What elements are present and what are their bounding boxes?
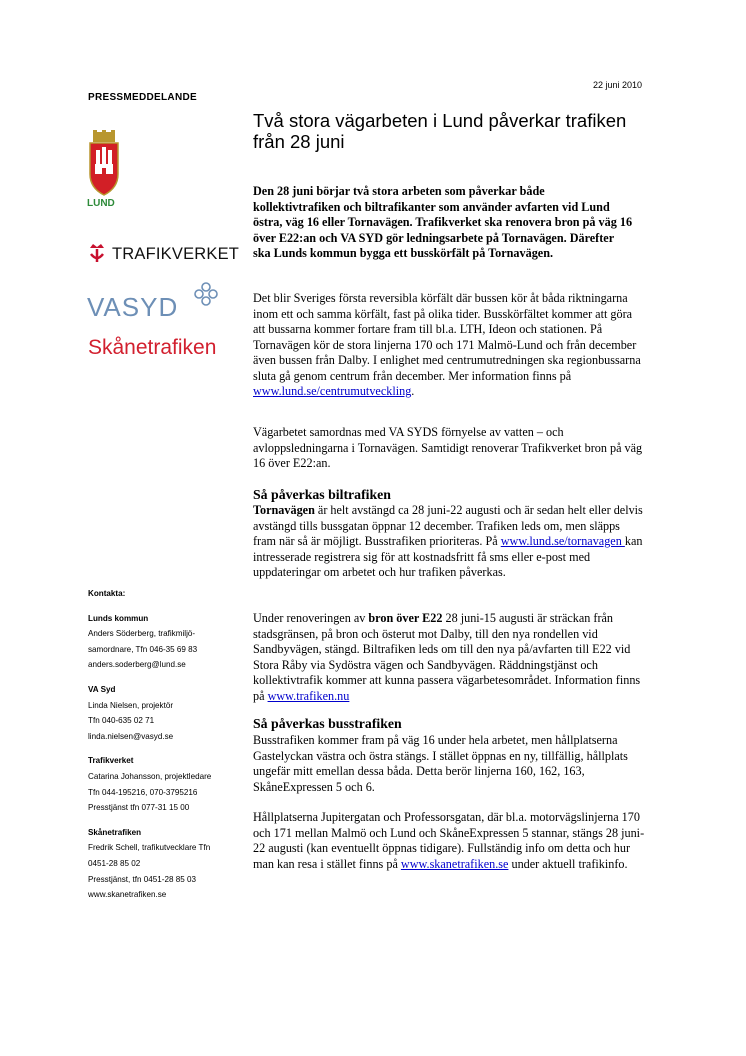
paragraph-text: Det blir Sveriges första reversibla körfält där bussen kör åt båda riktningarna inom ett och samma körfält, fast på olika tider. Busskörfältet kommer att göra att bussarna kommer fortare fram till bl.a. LTH, Ideon och stationen. På Tornavägen kör de stora linjerna 170 och 171 Malmö-Lund och från december även bussen från Dalby. I enlighet med centrumutredningen ska regionbussarna sluta gå genom centrum från december. Mer information finns på <box>253 291 641 383</box>
contact-org-skanetrafiken: Skånetrafiken <box>88 827 142 837</box>
paragraph-text: 28 juni-15 augusti är sträckan från stadsgränsen, på bron och österut mot Dalby, till den nya rondellen vid Sandbyvägen, stängd. Biltrafiken leds om till den nya på/avfarten till E22 vid Stora Råby via Sydöstra vägen och Sandbyvägen. Räddningstjänst och kollektivtrafik kommer att kunna passera vägarbetesområdet. Information finns på <box>253 611 641 703</box>
contact-line: Anders Söderberg, trafikmiljö- <box>88 629 196 639</box>
body-paragraph-3 <box>253 503 645 581</box>
contact-line: Presstjänst, tfn 0451-28 85 03 <box>88 874 196 884</box>
lund-coat-of-arms-logo <box>87 130 121 216</box>
contact-email[interactable]: linda.nielsen@vasyd.se <box>88 731 174 741</box>
contact-line: 0451-28 85 02 <box>88 858 141 868</box>
vasyd-logo <box>87 282 221 322</box>
paragraph-text: under aktuell trafikinfo. <box>508 856 628 871</box>
trafikverket-logo <box>88 240 238 268</box>
contacts-sidebar <box>88 586 238 903</box>
paragraph-text: Hållplatserna Jupitergatan och Professorsgatan, där bl.a. motorvägslinjerna 170 och 171 mellan Malmö och Lund och SkåneExpressen 5 stannar, stängs 28 juni-22 augusti (kan eventuellt öppnas tidigare). Fullständig info om detta och hur man kan resa i stället finns på <box>253 810 645 871</box>
paragraph-text: är helt avstängd ca 28 juni-22 augusti och är sedan helt eller delvis avstängd tills bussgatan öppnar 12 december. Trafiken leds om, men släpps fram när så är möjligt. Busstrafiken prioriteras. På <box>253 503 643 548</box>
paragraph-text: . <box>411 384 415 398</box>
body-paragraph-1 <box>253 291 645 400</box>
skanetrafiken-logo <box>88 336 218 364</box>
contacts-heading: Kontakta: <box>88 589 126 598</box>
lead-paragraph: Den 28 juni börjar två stora arbeten som påverkar både kollektivtrafiken och biltrafikanter som använder avfarten vid Lund östra, väg 16 eller Tornavägen. Trafikverket ska renovera bron på väg 16 över E22:an och VA SYD gör ledningsarbete på Tornavägen. Därefter ska Lunds kommun bygga ett busskörfält på Tornavägen. <box>253 184 633 260</box>
body-paragraph-2: Vägarbetet samordnas med VA SYDS förnyelse av vatten – och avloppsledningarna i Tornavägen. Samtidigt renoverar Trafikverket bron på väg 16 över E22:an. <box>253 425 643 470</box>
page-title: Två stora vägarbeten i Lund påverkar trafiken från 28 juni <box>253 110 627 152</box>
contact-line: samordnare, Tfn 046-35 69 83 <box>88 644 198 654</box>
contact-line: Presstjänst tfn 077-31 15 00 <box>88 803 190 813</box>
contact-line: Catarina Johansson, projektledare <box>88 771 212 781</box>
link-trafiken[interactable]: www.trafiken.nu <box>267 688 350 703</box>
contact-org-lund: Lunds kommun <box>88 613 149 623</box>
bold-text: Tornavägen <box>253 503 315 517</box>
body-paragraph-5: Busstrafiken kommer fram på väg 16 under hela arbetet, men hållplatserna Gastelyckan västra och östra stängs. I stället öppnas en ny, tillfällig, hållplats ungefär mitt emellan dessa båda. Detta berör linjerna 160, 162, 163, SkåneExpressen 5 och 6. <box>253 733 628 794</box>
body-paragraph-6 <box>253 810 645 872</box>
heading-biltrafiken: Så påverkas biltrafiken <box>253 487 391 502</box>
document-type: PRESSMEDDELANDE <box>88 92 197 103</box>
skanetrafiken-logo-text: Skånetrafiken <box>88 336 217 359</box>
link-skanetrafiken[interactable]: www.skanetrafiken.se <box>400 856 509 871</box>
heading-busstrafiken: Så påverkas busstrafiken <box>253 716 402 731</box>
contact-org-trafikverket: Trafikverket <box>88 756 134 766</box>
link-tornavagen[interactable]: www.lund.se/tornavagen <box>500 534 625 548</box>
contact-line: Tfn 040-635 02 71 <box>88 716 155 726</box>
contact-line: Fredrik Schell, trafikutvecklare Tfn <box>88 843 211 853</box>
press-date: 22 juni 2010 <box>593 80 643 90</box>
bold-text: bron över E22 <box>368 611 443 625</box>
contact-org-vasyd: VA Syd <box>88 684 116 694</box>
vasyd-rings-icon <box>191 282 221 312</box>
link-centrumutveckling[interactable]: www.lund.se/centrumutveckling <box>253 384 412 398</box>
contact-email[interactable]: anders.soderberg@lund.se <box>88 660 186 670</box>
paragraph-text: Under renoveringen av <box>253 611 369 625</box>
lund-logo-text: LUND <box>87 198 115 209</box>
trafikverket-logo-text: TRAFIKVERKET <box>112 245 240 263</box>
trafikverket-crown-icon <box>88 242 106 264</box>
vasyd-logo-text: VASYD <box>87 292 179 322</box>
paragraph-text: kan intresserade registrera sig för att kostnadsfritt få sms eller e-post med uppdateringar om arbetet och hur trafiken påverkas. <box>253 534 643 579</box>
contact-website[interactable]: www.skanetrafiken.se <box>88 890 167 900</box>
contact-line: Linda Nielsen, projektör <box>88 700 174 710</box>
body-paragraph-4 <box>253 611 645 704</box>
contact-line: Tfn 044-195216, 070-3795216 <box>88 787 198 797</box>
